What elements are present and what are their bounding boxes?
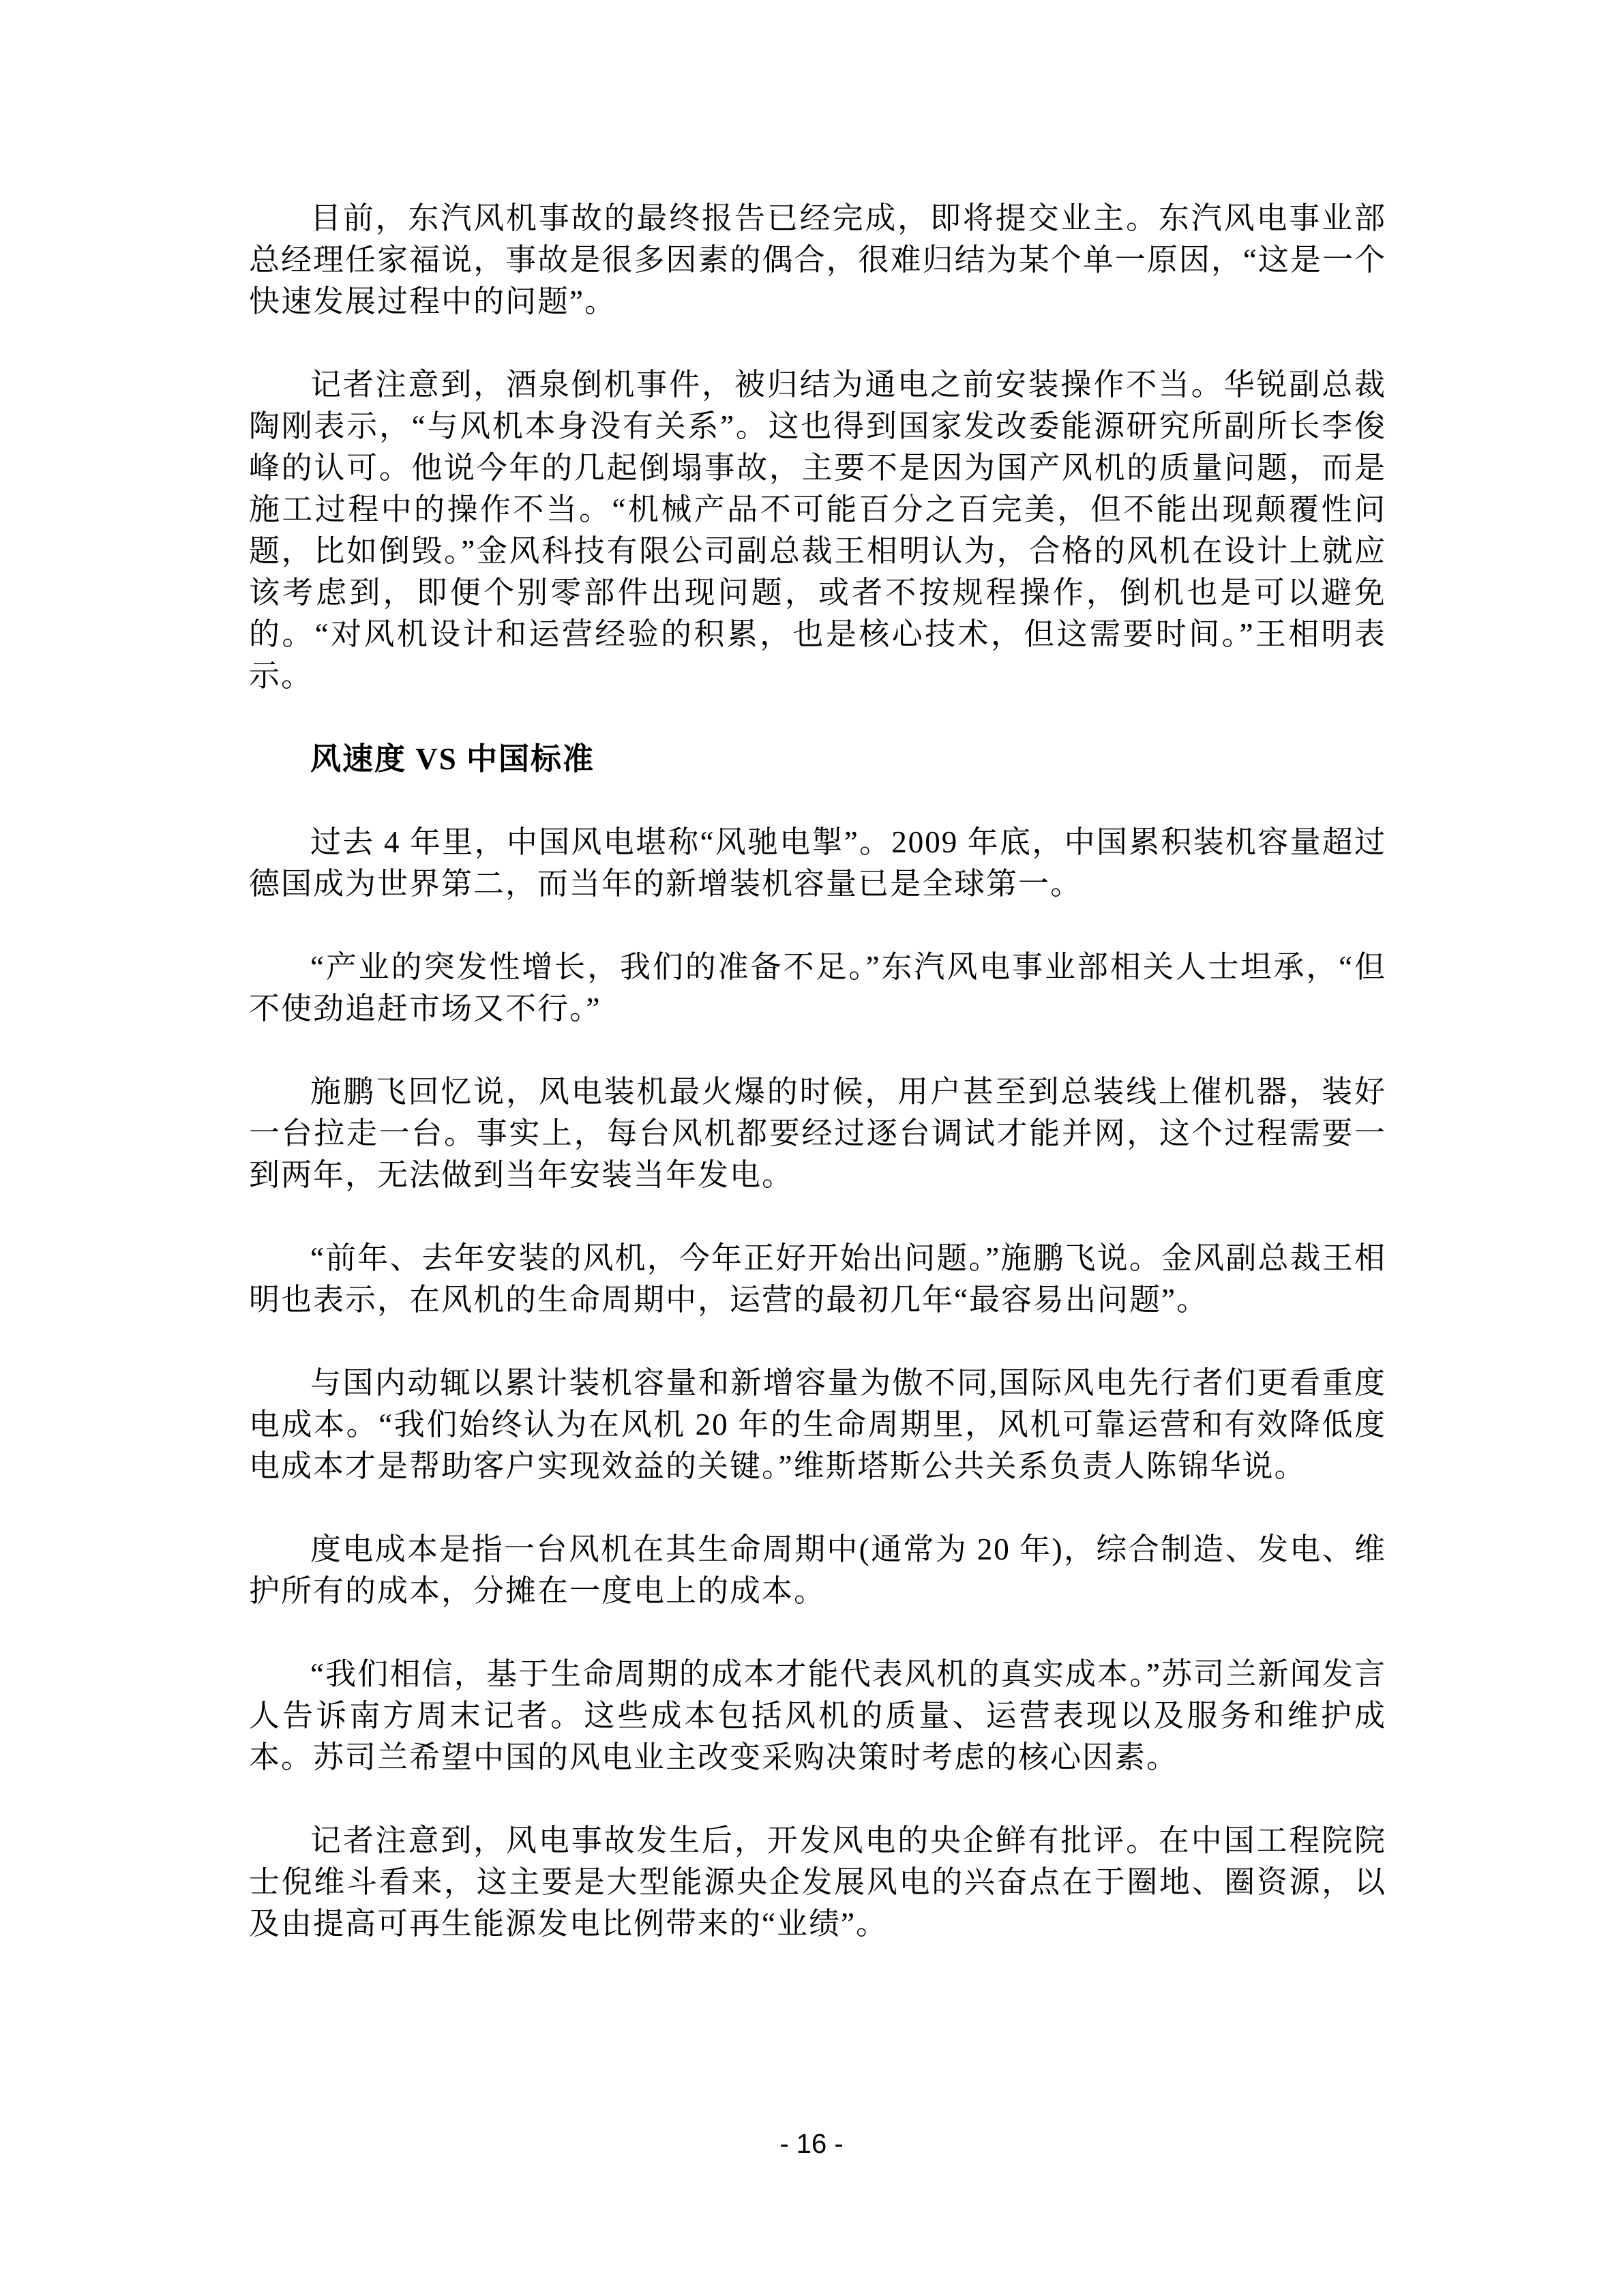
paragraph: 目前，东汽风机事故的最终报告已经完成，即将提交业主。东汽风电事业部总经理任家福说，事故是很多因素的偶合，很难归结为某个单一原因，“这是一个快速发展过程中的问题”。 [249, 201, 1386, 318]
paragraph: “前年、去年安装的风机，今年正好开始出问题。”施鹏飞说。金风副总裁王相明也表示，在风机的生命周期中，运营的最初几年“最容易出问题”。 [249, 1241, 1386, 1317]
paragraph: 施鹏飞回忆说，风电装机最火爆的时候，用户甚至到总装线上催机器，装好一台拉走一台。事实上，每台风机都要经过逐台调试才能并网，这个过程需要一到两年，无法做到当年安装当年发电。 [249, 1075, 1386, 1192]
section-heading: 风速度 VS 中国标准 [310, 742, 595, 776]
page-number: - 16 - [779, 2129, 844, 2159]
paragraph: 度电成本是指一台风机在其生命周期中(通常为 20 年)，综合制造、发电、维护所有的成本，分摊在一度电上的成本。 [249, 1532, 1386, 1608]
page-content [249, 198, 1386, 1986]
paragraph: 过去 4 年里，中国风电堪称“风驰电掣”。2009 年底，中国累积装机容量超过德国成为世界第二，而当年的新增装机容量已是全球第一。 [249, 825, 1386, 901]
paragraph: 记者注意到，风电事故发生后，开发风电的央企鲜有批评。在中国工程院院士倪维斗看来，这主要是大型能源央企发展风电的兴奋点在于圈地、圈资源，以及由提高可再生能源发电比例带来的“业绩”。 [249, 1823, 1386, 1941]
paragraph: 记者注意到，酒泉倒机事件，被归结为通电之前安装操作不当。华锐副总裁陶刚表示，“与风机本身没有关系”。这也得到国家发改委能源研究所副所长李俊峰的认可。他说今年的几起倒塌事故，主要不是因为国产风机的质量问题，而是施工过程中的操作不当。“机械产品不可能百分之百完美，但不能出现颠覆性问题，比如倒毁。”金风科技有限公司副总裁王相明认为，合格的风机在设计上就应该考虑到，即便个别零部件出现问题，或者不按规程操作，倒机也是可以避免的。“对风机设计和运营经验的积累，也是核心技术，但这需要时间。”王相明表示。 [249, 368, 1386, 693]
paragraph: “产业的突发性增长，我们的准备不足。”东汽风电事业部相关人士坦承，“但不使劲追赶市场又不行。” [249, 950, 1386, 1026]
paragraph: 与国内动辄以累计装机容量和新增容量为傲不同,国际风电先行者们更看重度电成本。“我们始终认为在风机 20 年的生命周期里，风机可靠运营和有效降低度电成本才是帮助客户实现效益的关键。”维斯塔斯公共关系负责人陈锦华说。 [249, 1366, 1386, 1483]
page-footer [0, 2128, 1623, 2160]
paragraph: “我们相信，基于生命周期的成本才能代表风机的真实成本。”苏司兰新闻发言人告诉南方周末记者。这些成本包括风机的质量、运营表现以及服务和维护成本。苏司兰希望中国的风电业主改变采购决策时考虑的核心因素。 [249, 1657, 1386, 1774]
